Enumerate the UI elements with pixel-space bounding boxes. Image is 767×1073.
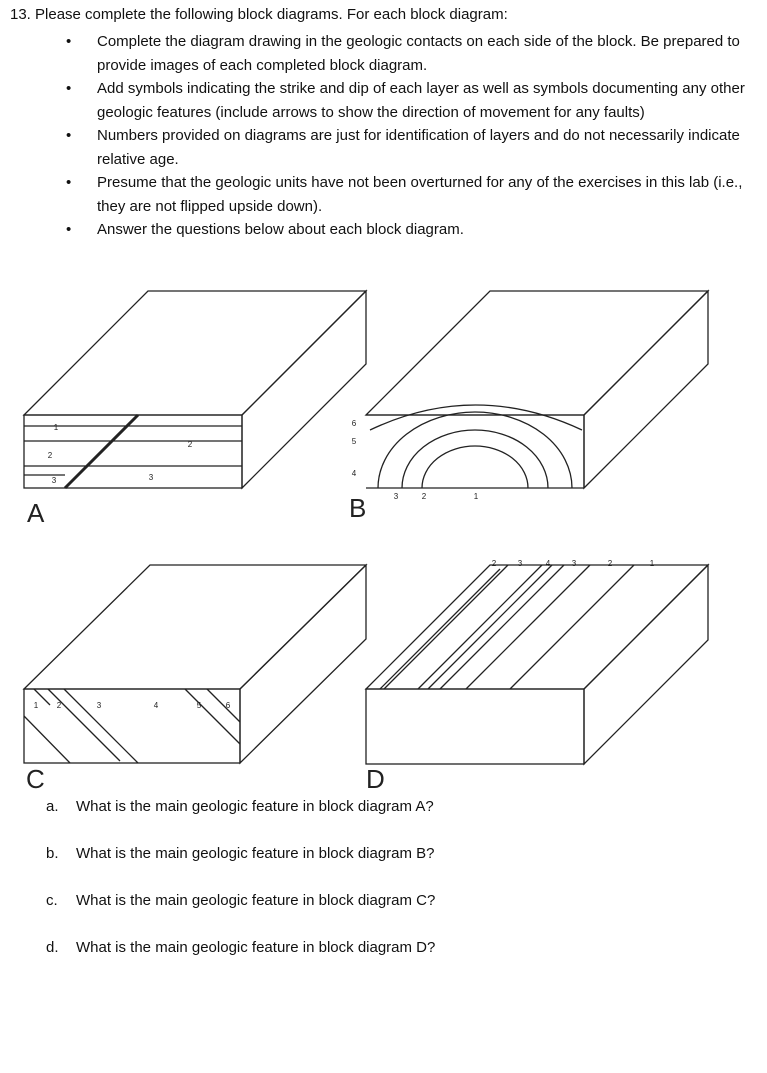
block-a-top-face — [24, 291, 366, 415]
block-c-contact-line — [48, 689, 120, 761]
block-c-layer-label: 5 — [196, 701, 202, 710]
block-diagram-d — [366, 565, 708, 764]
block-b-fold-arc — [402, 430, 548, 488]
block-c-side-face — [240, 565, 366, 763]
question-text: What is the main geologic feature in block diagram A? — [76, 798, 434, 815]
block-c-layer-label: 3 — [96, 701, 102, 710]
block-a-side-face — [242, 291, 366, 488]
block-d-contact-line — [440, 565, 564, 689]
block-c-layer-label: 1 — [33, 701, 39, 710]
block-b-layer-label: 6 — [351, 419, 357, 428]
block-d-layer-label: 2 — [607, 559, 613, 568]
block-b-side-face — [584, 291, 708, 488]
block-a-layer-label: 3 — [51, 476, 57, 485]
block-a-letter: A — [27, 498, 45, 528]
block-d-front-face — [366, 689, 584, 764]
question-text: What is the main geologic feature in block diagram B? — [76, 845, 435, 862]
block-b-fold-arc — [370, 405, 582, 430]
block-diagram-b — [366, 291, 708, 488]
block-c-layer-label: 6 — [225, 701, 231, 710]
block-b-layer-label: 1 — [473, 492, 479, 501]
block-diagram-c — [24, 565, 366, 763]
block-d-side-face — [584, 565, 708, 764]
page-title: 13. Please complete the following block diagrams. For each block diagram: — [10, 6, 508, 23]
block-d-layer-label: 2 — [491, 559, 497, 568]
block-d-contact-line — [380, 569, 500, 689]
question-letter: b. — [46, 845, 59, 862]
block-b-top-face — [366, 291, 708, 415]
block-c-top-face — [24, 565, 366, 689]
question-item — [46, 798, 434, 815]
instruction-item: • Numbers provided on diagrams are just for identification of layers and do not necessarily indicate relative age. — [66, 124, 746, 171]
block-d-layer-label: 3 — [571, 559, 577, 568]
block-b-fold-arc — [422, 446, 528, 488]
block-d-layer-label: 4 — [545, 559, 551, 568]
instruction-item: • Answer the questions below about each block diagram. — [66, 218, 746, 242]
block-c-letter: C — [26, 764, 45, 794]
block-b-layer-label: 4 — [351, 469, 357, 478]
block-b-layer-label: 2 — [421, 492, 427, 501]
block-a-layer-label: 3 — [148, 473, 154, 482]
block-a-layer-label: 2 — [47, 451, 53, 460]
question-text: What is the main geologic feature in block diagram D? — [76, 939, 436, 956]
block-c-layer-label: 4 — [153, 701, 159, 710]
question-letter: a. — [46, 798, 59, 815]
question-item — [46, 939, 435, 956]
block-d-letter: D — [366, 764, 385, 794]
instruction-item: • Add symbols indicating the strike and dip of each layer as well as symbols documenting any other geologic features (include arrows to show the direction of movement for any faults) — [66, 77, 746, 124]
block-b-fold-arc — [378, 412, 572, 488]
question-item — [46, 892, 435, 909]
block-b-letter: B — [349, 493, 367, 523]
instruction-item: • Complete the diagram drawing in the geologic contacts on each side of the block. Be prepared to provide images of each completed block diagram. — [66, 30, 746, 77]
question-letter: d. — [46, 939, 59, 956]
block-b-layer-label: 5 — [351, 437, 357, 446]
block-c-contact-line — [185, 689, 240, 744]
block-a-layer-label: 2 — [187, 440, 193, 449]
block-b-layer-label: 3 — [393, 492, 399, 501]
question-letter: c. — [46, 892, 58, 909]
instruction-item: • Presume that the geologic units have not been overturned for any of the exercises in this lab (i.e., they are not flipped upside down). — [66, 171, 746, 218]
block-c-layer-label: 2 — [56, 701, 62, 710]
block-c-contact-line — [207, 689, 240, 722]
question-item — [46, 845, 435, 862]
block-diagram-a — [24, 291, 366, 488]
block-d-contact-line — [418, 565, 542, 689]
question-text: What is the main geologic feature in block diagram C? — [76, 892, 436, 909]
block-d-top-face — [366, 565, 708, 689]
block-c-contact-line — [24, 716, 70, 763]
block-a-layer-label: 1 — [53, 423, 59, 432]
block-d-layer-label: 3 — [517, 559, 523, 568]
block-d-layer-label: 1 — [649, 559, 655, 568]
